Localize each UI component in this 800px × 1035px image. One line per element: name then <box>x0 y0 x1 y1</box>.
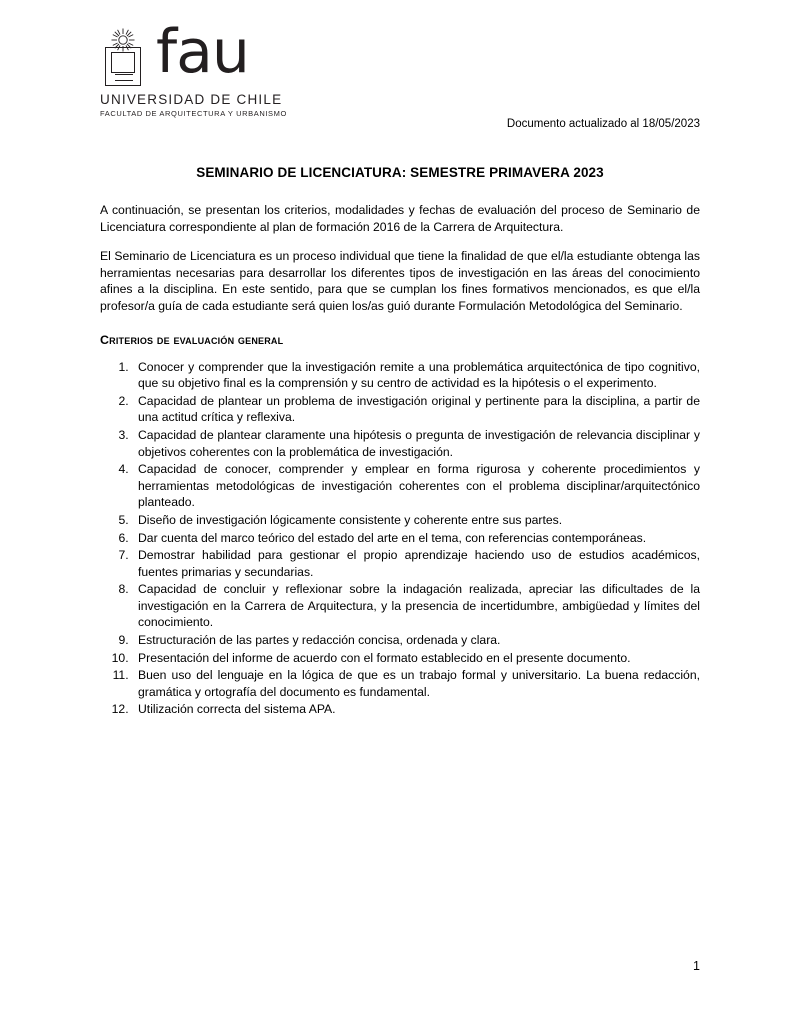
logo-wordmark: fau <box>156 17 249 87</box>
criteria-list <box>100 359 700 718</box>
page-number: 1 <box>693 959 700 973</box>
intro-paragraph-2: El Seminario de Licenciatura es un proceso individual que tiene la finalidad de que el/la estudiante obtenga las herramientas necesarias para desarrollar los diferentes tipos de investigación en las áreas del conocimiento afines a la disciplina. En este sentido, para que se cumplan los fines formativos mencionados, es que el/la profesor/a guía de cada estudiante será quien los/as guió durante Formulación Metodológica del Seminario. <box>100 249 700 313</box>
list-item: 12. Utilización correcta del sistema APA. <box>132 701 700 718</box>
list-item: 8. Capacidad de concluir y reflexionar sobre la indagación realizada, apreciar las dificultades de la investigación en la Carrera de Arquitectura, y la presencia de incertidumbre, ambigüedad y límites del conocimiento. <box>132 581 700 631</box>
list-item: 6. Dar cuenta del marco teórico del estado del arte en el tema, con referencias contemporáneas. <box>132 530 700 547</box>
universidad-de-chile-emblem-icon <box>100 28 146 86</box>
document-updated-note: Documento actualizado al 18/05/2023 <box>506 118 700 130</box>
list-item: 11. Buen uso del lenguaje en la lógica de que es un trabajo formal y universitario. La buena redacción, gramática y ortografía del documento es fundamental. <box>132 667 700 700</box>
intro-paragraph-1: A continuación, se presentan los criterios, modalidades y fechas de evaluación del proceso de Seminario de Licenciatura correspondiente al plan de formación 2016 de la Carrera de Arquitectura. <box>100 203 700 234</box>
fau-logo <box>100 17 350 132</box>
page-title: SEMINARIO DE LICENCIATURA: SEMESTRE PRIMAVERA 2023 <box>196 165 604 180</box>
list-item: 4. Capacidad de conocer, comprender y emplear en forma rigurosa y coherente procedimientos y herramientas metodológicas de investigación coherentes con el problema disciplinar/arquitectónico planteado. <box>132 461 700 511</box>
document-body <box>100 165 700 719</box>
list-item: 1. Conocer y comprender que la investigación remite a una problemática arquitectónica de tipo cognitivo, que su objetivo final es la comprensión y su centro de actividad es la hipótesis o el experimento. <box>132 359 700 392</box>
list-item: 3. Capacidad de plantear claramente una hipótesis o pregunta de investigación de relevancia disciplinar y objetivos coherentes con la problemática de investigación. <box>132 427 700 460</box>
document-header <box>0 0 800 140</box>
shield-icon <box>105 47 141 86</box>
logo-faculty-name: FACULTAD DE ARQUITECTURA Y URBANISMO <box>100 109 287 118</box>
list-item: 2. Capacidad de plantear un problema de investigación original y pertinente para la disciplina, a partir de una actitud crítica y reflexiva. <box>132 393 700 426</box>
logo-university-name: UNIVERSIDAD DE CHILE <box>100 92 283 107</box>
list-item: 5. Diseño de investigación lógicamente consistente y coherente entre sus partes. <box>132 512 700 529</box>
list-item: 10. Presentación del informe de acuerdo con el formato establecido en el presente documento. <box>132 650 700 667</box>
list-item: 7. Demostrar habilidad para gestionar el propio aprendizaje haciendo uso de estudios académicos, fuentes primarias y secundarias. <box>132 547 700 580</box>
list-item: 9. Estructuración de las partes y redacción concisa, ordenada y clara. <box>132 632 700 649</box>
logo-row <box>100 17 350 87</box>
section-title-criterios: Criterios de evaluación general <box>100 332 284 347</box>
